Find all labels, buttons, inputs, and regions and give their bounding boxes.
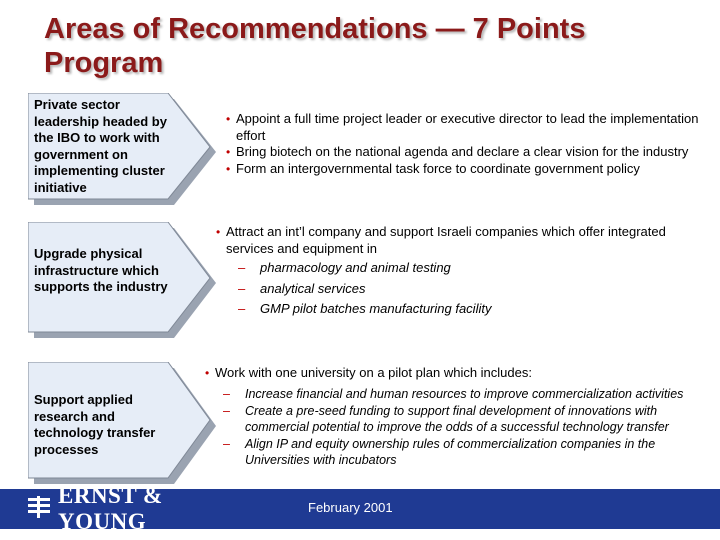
dash-icon: – <box>238 260 246 275</box>
sub-list-item: – Increase financial and human resources to improve commercialization activities <box>223 386 684 401</box>
company-logo <box>28 483 228 534</box>
bullet-icon: • <box>226 145 231 159</box>
list-item: • Appoint a full time project leader or executive director to lead the implementation effort <box>226 111 699 143</box>
area-box-infrastructure <box>28 222 221 344</box>
ey-logo-icon <box>28 496 50 523</box>
bullet-icon: • <box>205 366 210 380</box>
sub-list-item: – pharmacology and animal testing <box>238 260 451 275</box>
area-label-research: Support applied research and technology transfer processes <box>34 392 156 457</box>
sub-list-item: – GMP pilot batches manufacturing facility <box>238 301 492 316</box>
list-item: • Work with one university on a pilot plan which includes: <box>205 365 532 380</box>
recommendations-group-1 <box>226 111 712 177</box>
list-item: • Attract an int’l company and support Israeli companies which offer integrated services and equipment in <box>216 224 666 256</box>
slide-title: Areas of Recommendations — 7 Points Program <box>44 13 586 79</box>
dash-icon: – <box>238 301 246 316</box>
sub-list-item: – Create a pre-seed funding to support final development of innovations with commercial potential to improve the odds of a successful technology transfer <box>223 404 669 434</box>
dash-icon: – <box>223 437 230 451</box>
dash-icon: – <box>223 386 230 401</box>
recommendations-group-2 <box>216 224 696 318</box>
recommendations-group-3 <box>205 365 710 468</box>
sub-list-item: – analytical services <box>238 280 366 296</box>
dash-icon: – <box>238 280 246 296</box>
area-label-infrastructure: Upgrade physical infrastructure which supports the industry <box>34 246 168 295</box>
bullet-icon: • <box>216 225 221 239</box>
area-label-leadership: Private sector leadership headed by the IBO to work with government on implementing cluster initiative <box>34 97 167 195</box>
bullet-icon: • <box>226 161 231 176</box>
sub-list-item: – Align IP and equity ownership rules of commercialization companies in the Universities with incubators <box>223 437 656 467</box>
area-box-research <box>28 362 218 490</box>
dash-icon: – <box>223 404 230 418</box>
list-item: • Form an intergovernmental task force to coordinate government policy <box>226 160 640 176</box>
company-name: ERNST & YOUNG <box>58 483 163 534</box>
bullet-icon: • <box>226 112 231 126</box>
area-box-leadership <box>28 93 218 211</box>
footer-date: February 2001 <box>308 500 393 515</box>
list-item: • Bring biotech on the national agenda and declare a clear vision for the industry <box>226 144 689 159</box>
